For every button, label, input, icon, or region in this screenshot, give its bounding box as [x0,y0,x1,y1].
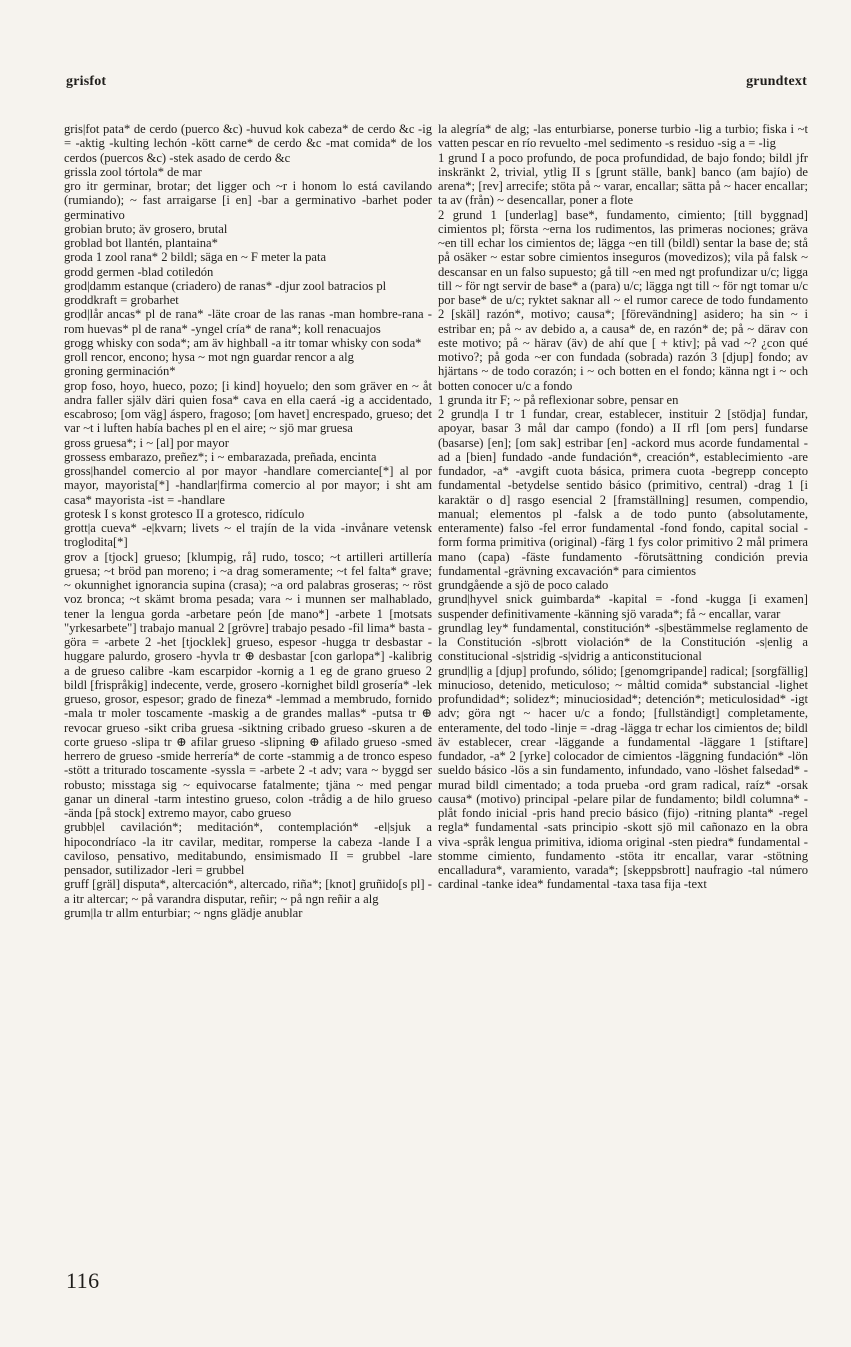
dictionary-entry: grott|a cueva* -e|kvarn; livets ~ el trajín de la vida -invånare vetensk troglodita[*] [64,521,432,550]
dictionary-entry: gris|fot pata* de cerdo (puerco &c) -huvud kok cabeza* de cerdo &c -ig = -aktig -kulting lechón -kött carne* de cerdo &c -mat comida* de los cerdos (puercos &c) -stek asado de cerdo &c [64,122,432,165]
dictionary-entry: grund|lig a [djup] profundo, sólido; [genomgripande] radical; [sorgfällig] minucioso, detenido, meticuloso; ~ måltid comida* substancial -lighet profundidad*; solidez*; minuciosidad*; detención*; meticulosidad* -igt adv; göra ngt ~ hacer u/c a fondo; [fullständigt] completamente, enteramente, del todo -linje = -drag -lägga tr echar los cimientos de; bildl äv establecer, crear -läggande a fundamental -läggare 1 [stiftare] fundador, -a* 2 [yrke] colocador de cimientos -läggning fundación* -lön sueldo básico -lös a sin fundamento, infundado, vano -löshet falsedad* -murad bildl cimentado; a toda prueba -ord gram radical, raíz* -orsak causa* (motivo) principal -pelare pilar de fundamento; bildl columna* -plåt fondo inicial -pris hand precio básico (fijo) -ritning planta* -regel regla* fundamental -sats principio -skott sjö mil cañonazo en la obra viva -språk lengua primitiva, idioma original -sten piedra* fundamental -stomme cimiento, fundamento -stöta itr encallar, varar -stötning encalladura*, varamiento, varada*; [skeppsbrott] naufragio -tal número cardinal -tanke idea* fundamental -taxa tasa fija -text [438,663,808,892]
dictionary-entry: la alegría* de alg; -las enturbiarse, ponerse turbio -lig a turbio; fiska i ~t vatten pescar en río revuelto -mel sedimento -s residuo -sig a = -lig [438,122,808,151]
dictionary-entry: 1 grunda itr F; ~ på reflexionar sobre, pensar en [438,392,679,407]
page-number: 116 [66,1268,100,1293]
left-column [64,122,432,1294]
dictionary-entry: grotesk I s konst grotesco II a grotesco, ridículo [64,506,305,521]
dictionary-entry: grund|hyvel snick guimbarda* -kapital = -fond -kugga [i examen] suspender definitivamente -känning sjö varada*; få ~ encallar, varar [438,592,808,621]
dictionary-entry: grogg whisky con soda*; am äv highball -a itr tomar whisky con soda* [64,335,422,350]
dictionary-entry: gro itr germinar, brotar; det ligger och ~r i honom lo está cavilando (rumiando); ~ fast arraigarse [i en] -bar a germinativo -barhet poder germinativo [64,179,432,222]
dictionary-entry: grobian bruto; äv grosero, brutal [64,221,228,236]
dictionary-entry: grop foso, hoyo, hueco, pozo; [i kind] hoyuelo; den som gräver en ~ åt andra faller själv däri quien fosa* cava en ella caerá -ig a accidentado, escabroso; [om väg] áspero, fragoso; [om havet] encrespado, grueso; det var ~t i luften había baches pl en el aire; ~ sjö mar gruesa [64,378,432,436]
dictionary-entry: grubb|el cavilación*; meditación*, contemplación* -el|sjuk a hipocondríaco -la itr cavilar, meditar, romperse la cabeza -lande I a caviloso, pensativo, meditabundo, ensimismado II = grubbel -lare pensador, sutilizador -leri = grubbel [64,820,432,877]
dictionary-entry: groda 1 zool rana* 2 bildl; säga en ~ F meter la pata [64,250,327,265]
dictionary-entry: grundlag ley* fundamental, constitución* -s|bestämmelse reglamento de la Constitución -s|brott violación* de la Constitución -s|enlig a constitucional -s|stridig -s|vidrig a anticonstitucional [438,620,808,664]
dictionary-entry: 1 grund I a poco profundo, de poca profundidad, de bajo fondo; bildl jfr inskränkt 2, trivial, ytlig II s [grunt ställe, bank] banco (am bajío) de arena*; [rev] arrecife; stöta på ~ varar, encallar; sätta på ~ hacer encallar; ta av (från) ~ desencallar, poner a flote [438,150,808,208]
dictionary-entry: gross|handel comercio al por mayor -handlare comerciante[*] al por mayor, mayorista[*] -handlar|firma comercio al por mayor; i sht am casa* mayorista -ist = -handlare [64,464,432,507]
dictionary-entry: grossess embarazo, preñez*; i ~ embarazada, preñada, encinta [64,449,377,464]
dictionary-entry: grod|lår ancas* pl de rana* -läte croar de las ranas -man hombre-rana -rom huevas* pl de rana* -yngel cría* de rana*; koll renacuajos [64,307,432,336]
dictionary-entry: grum|la tr allm enturbiar; ~ ngns glädje anublar [64,905,303,920]
dictionary-entry: gruff [gräl] disputa*, altercación*, altercado, riña*; [knot] gruñido[s pl] -a itr altercar; ~ på varandra disputar, reñir; ~ på ngn reñir a alg [64,877,432,906]
dictionary-entry: groddkraft = grobarhet [64,293,179,307]
dictionary-entry: groblad bot llantén, plantaina* [64,236,218,250]
dictionary-entry: grundgående a sjö de poco calado [438,578,609,592]
right-column [438,122,808,1294]
dictionary-entry: groning germinación* [64,364,176,379]
dictionary-entry: grov a [tjock] grueso; [klumpig, rå] rudo, tosco; ~t artilleri artillería gruesa; ~t bröd pan moreno; i ~a drag someramente; ~t fel falta* grave; ~ okunnighet ignorancia supina (crasa); ~a ord palabras groseras; ~ röst voz bronca; ~t skämt broma pesada; vara ~ i munnen ser malhablado, tener la lengua gorda -arbetare peón [de mano*] -arbete 1 [motsats "yrkesarbete"] trabajo manual 2 [grövre] trabajo pesado -fil lima* basta -göra = -arbete 2 -het [tjocklek] grueso, espesor -hugga tr desbastar -huggare palurdo, grosero -hyvla tr ⊕ desbastar [con garlopa*] -kalibrig a de grueso calibre -kam escarpidor -kornig a 1 eg de grano grueso 2 bildl [frispråkig] indecente, verde, grosero -kornighet bildl grosería* -lek grueso, grosor, espesor; grado de finezа* -lemmad a membrudo, fornido -mala tr moler toscamente -maskig a de grandes mallas* -putsa tr ⊕ revocar grueso -sikt criba gruesa -siktning cribado grueso -skuren a de corte grueso -slipa tr ⊕ afilar grueso -slipning ⊕ afilado grueso -smed herrero de grueso -smide herrería* de corte -stammig a de tronco espeso -stött a triturado toscamente -syssla = -arbete 2 -t adv; vara ~ byggd ser robusto; misstaga sig ~ equivocarse fatalmente; tjäna ~ med pengar ganar un dineral -tarm intestino grueso, colon -trådig a de hilo grueso -ända [på stock] extremo mayor, cabo grueso [64,549,432,820]
dictionary-entry: 2 grund 1 [underlag] base*, fundamento, cimiento; [till byggnad] cimientos pl; första ~erna los rudimentos, las primeras nociones; gräva ~en till echar los cimientos de; lägga ~en till (bildl) sentar la base de; stå på osäker ~ estar sobre cimientos inseguros (movedizos); vila på falsk ~ descansar en un falso supuesto; gå till ~en med ngt profundizar u/c; ligga till ~ för ngt servir de base* a (para) u/c; lägga ngt till ~ för ngt tomar u/c por base* de u/c; ryktet saknar all ~ el rumor carece de todo fundamento 2 [skäl] razón*, motivo; causa*; [förevändning] asidero; ha sin ~ i estribar en; på ~ av debido a, a causa* de, en razón* de; på ~ därav con este motivo; på ~ härav (äv) de ahí que [ + ktiv]; på vad ~? ¿con qué motivo?; på goda ~er con fundada (sobrada) razón 3 [djup] fondo; av hjärtans ~ de todo corazón; i ~ och botten en el fondo; känna ngt i ~ och botten conocer u/c a fondo [438,207,808,393]
dictionary-entry: 2 grund|a I tr 1 fundar, crear, establecer, instituir 2 [stödja] fundar, apoyar, basar 3 mål dar campo (fondo) a II rfl [om pers] fundarse (basarse) [en]; [om sak] estribar [en] -ackord mus acorde fundamental -ad a [bien] fundado -ande fundación*, creación*, establecimiento -are fundador, -a* -avgift cuota básica, primera cuota -begrepp concepto fundamental -betydelse sentido básico (primitivo, central) -drag 1 [i karaktär o d] rasgo esencial 2 [framställning] resumen, compendio, manual; elementos pl -falsk a de todo punto (absolutamente, enteramente) falso -fel error fundamental -fond fondo, capital social -form forma primitiva (original) -färg 1 fys color primitivo 2 mål primera mano (capa) -fäste fundamento -förutsättning condición previa fundamental -grävning excavación* para cimientos [438,407,808,578]
dictionary-entry: gross gruesa*; i ~ [al] por mayor [64,435,229,450]
dictionary-entry: groll rencor, encono; hysa ~ mot ngn guardar rencor a alg [64,350,354,364]
running-head-left: grisfot [66,74,107,89]
dictionary-entry: grodd germen -blad cotiledón [64,264,214,279]
running-head-right: grundtext [746,74,807,89]
dictionary-entry: grissla zool tórtola* de mar [64,164,202,179]
dictionary-entry: grod|damm estanque (criadero) de ranas* -djur zool batracios pl [64,278,387,293]
